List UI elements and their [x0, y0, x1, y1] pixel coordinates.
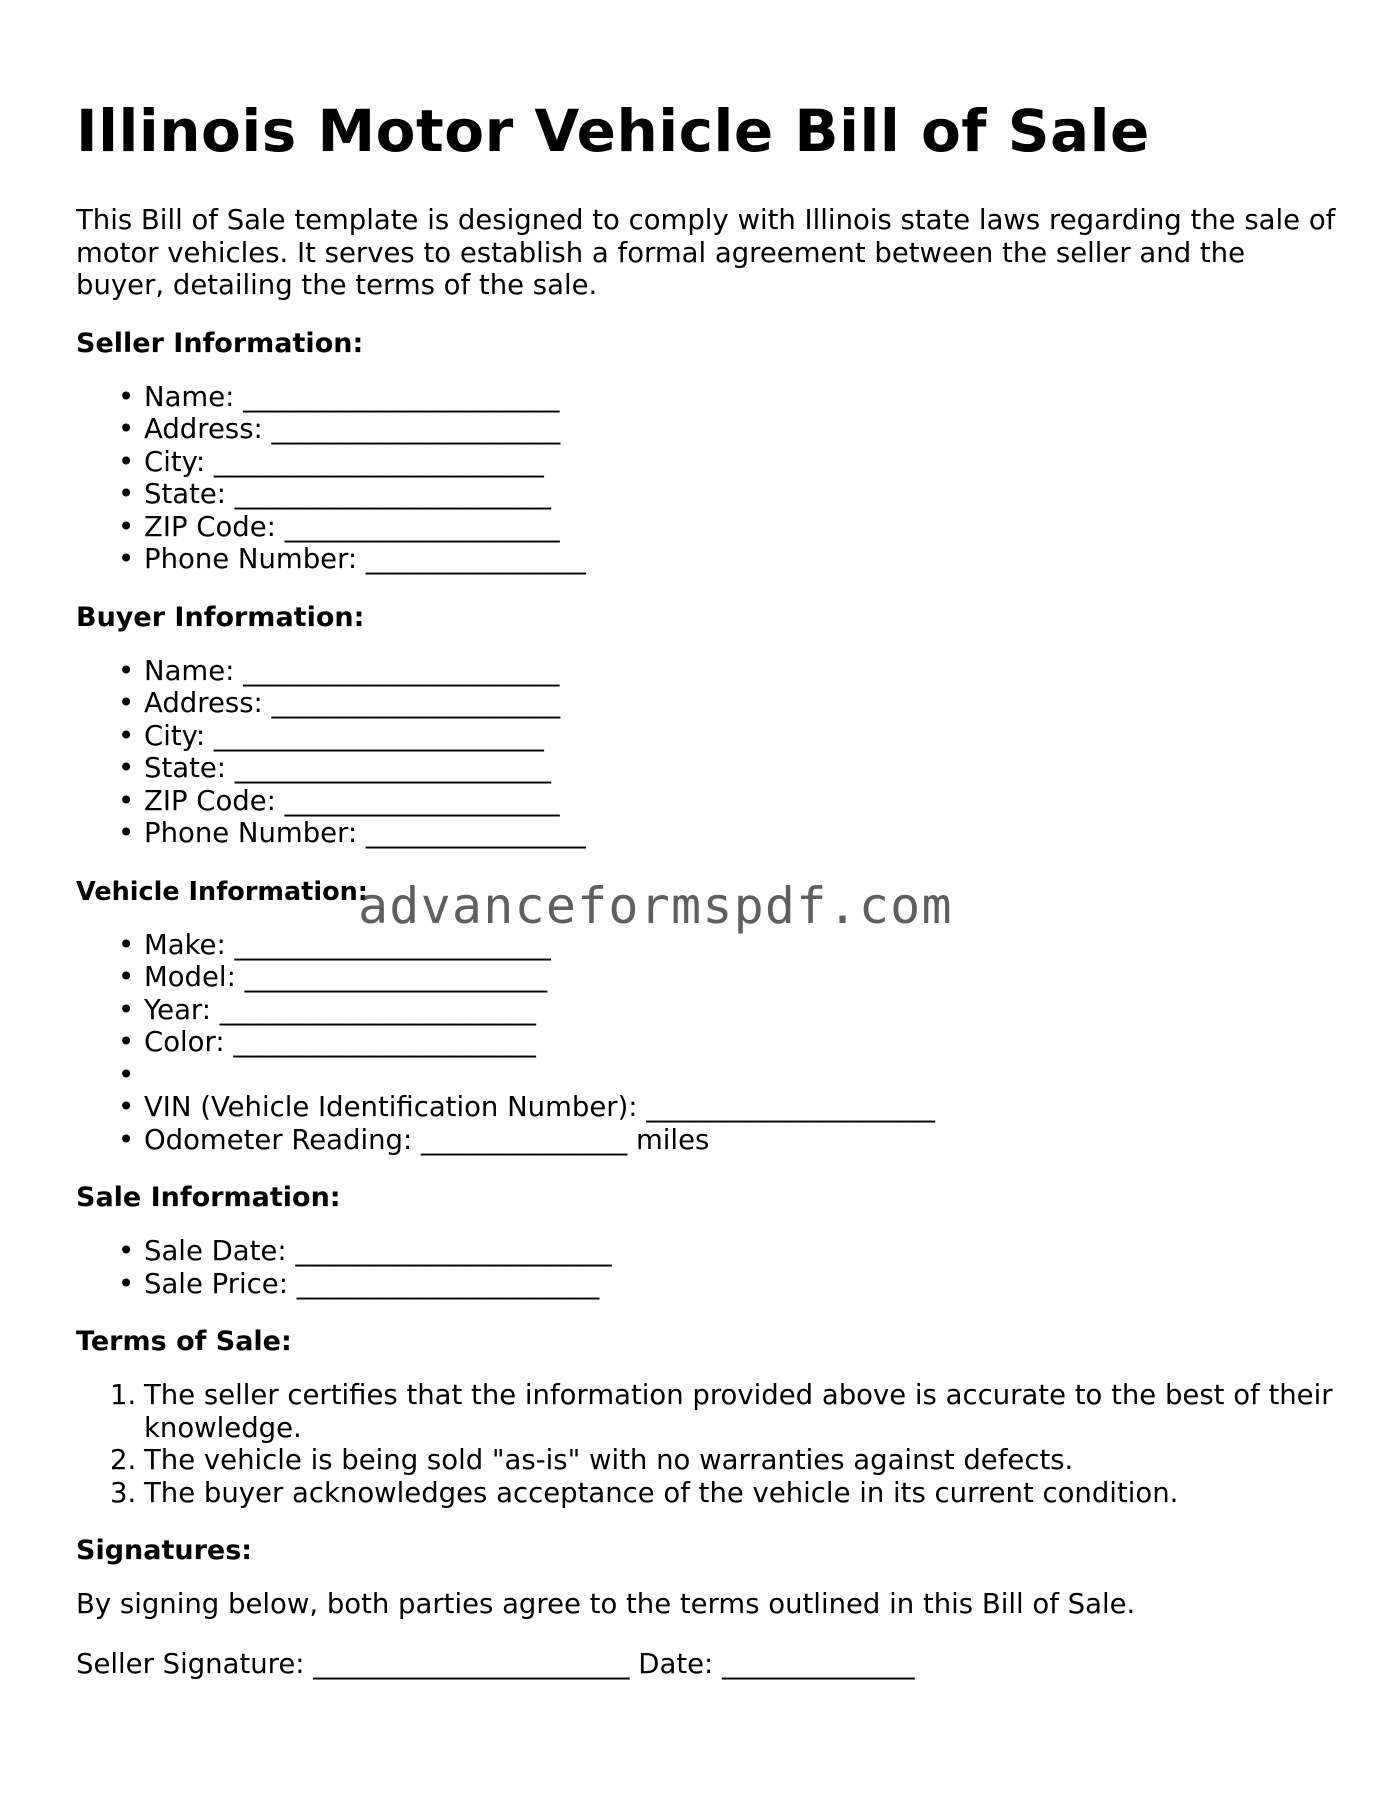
intro-paragraph: This Bill of Sale template is designed to comply with Illinois state laws regarding the sale of motor vehicles. It serves to establish a formal agreement between the seller and the buyer, detailing the terms of the sale.	[76, 204, 1336, 301]
list-item	[76, 752, 1336, 785]
terms-list	[76, 1379, 1336, 1509]
bullet-icon: •	[118, 687, 135, 719]
list-item	[76, 511, 1336, 544]
list-item	[76, 1444, 1334, 1477]
buyer-phone-field[interactable]: Phone Number: ________________	[144, 817, 586, 849]
list-item	[76, 1379, 1334, 1444]
list-item	[76, 1026, 1336, 1059]
list-number: 2.	[110, 1444, 137, 1476]
signatures-heading: Signatures:	[76, 1535, 253, 1566]
list-item	[76, 994, 1336, 1027]
bullet-icon: •	[118, 654, 135, 687]
bullet-icon: •	[118, 928, 135, 961]
bullet-icon: •	[118, 752, 135, 784]
list-item	[76, 1124, 1336, 1157]
vehicle-color-field[interactable]: Color: ______________________	[144, 1026, 536, 1058]
bill-of-sale-document	[76, 0, 1336, 1680]
list-number: 3.	[110, 1476, 137, 1509]
list-item	[76, 961, 1336, 994]
sale-price-field[interactable]: Sale Price: ______________________	[144, 1267, 600, 1300]
term-text: The vehicle is being sold "as-is" with no warranties against defects.	[144, 1444, 1074, 1476]
bullet-icon: •	[118, 445, 135, 478]
vehicle-year-field[interactable]: Year: _______________________	[144, 993, 536, 1026]
vehicle-odometer-field[interactable]: Odometer Reading: _______________ miles	[144, 1123, 710, 1156]
seller-city-field[interactable]: City: ________________________	[144, 445, 544, 478]
document-title: Illinois Motor Vehicle Bill of Sale	[76, 97, 1150, 165]
bullet-icon: •	[118, 478, 135, 510]
buyer-address-field[interactable]: Address: _____________________	[144, 687, 561, 719]
buyer-field-list	[76, 655, 1336, 850]
bullet-icon: •	[118, 510, 135, 543]
bullet-icon: •	[118, 817, 135, 849]
seller-zip-field[interactable]: ZIP Code: ____________________	[144, 510, 560, 543]
seller-name-field[interactable]: Name: _______________________	[144, 380, 560, 413]
vehicle-field-list	[76, 929, 1336, 1157]
seller-signature-line[interactable]: Seller Signature: _______________________ Date: ______________	[76, 1647, 915, 1680]
buyer-zip-field[interactable]: ZIP Code: ____________________	[144, 784, 560, 817]
bullet-icon: •	[118, 1091, 135, 1123]
list-item	[76, 478, 1336, 511]
list-item	[76, 1091, 1336, 1124]
bullet-icon: •	[118, 1267, 135, 1300]
bullet-icon: •	[118, 719, 135, 752]
buyer-name-field[interactable]: Name: _______________________	[144, 654, 560, 687]
bullet-icon: •	[118, 784, 135, 817]
buyer-city-field[interactable]: City: ________________________	[144, 719, 544, 752]
list-item	[76, 413, 1336, 446]
bullet-icon: •	[118, 1026, 135, 1058]
vehicle-vin-field[interactable]: VIN (Vehicle Identification Number): _____________________	[144, 1091, 936, 1123]
bullet-icon: •	[118, 413, 135, 445]
sale-date-field[interactable]: Sale Date: _______________________	[144, 1235, 612, 1267]
list-item	[76, 1268, 1336, 1301]
bullet-icon: •	[118, 1058, 135, 1091]
vehicle-heading: Vehicle Information:	[76, 876, 368, 907]
vehicle-make-field[interactable]: Make: _______________________	[144, 928, 551, 961]
term-text: The buyer acknowledges acceptance of the vehicle in its current condition.	[144, 1476, 1179, 1509]
list-item	[76, 1235, 1336, 1268]
seller-heading: Seller Information:	[76, 327, 364, 359]
term-text: The seller certifies that the information provided above is accurate to the best of their knowledge.	[144, 1379, 1333, 1444]
list-item	[76, 446, 1336, 479]
bullet-icon: •	[118, 380, 135, 413]
list-item	[76, 687, 1336, 720]
terms-heading: Terms of Sale:	[76, 1326, 292, 1357]
vehicle-model-field[interactable]: Model: ______________________	[144, 961, 548, 993]
bullet-icon: •	[118, 1235, 135, 1267]
bullet-icon: •	[118, 993, 135, 1026]
seller-address-field[interactable]: Address: _____________________	[144, 413, 561, 445]
list-item	[76, 817, 1336, 850]
list-item	[76, 381, 1336, 414]
signatures-statement: By signing below, both parties agree to the terms outlined in this Bill of Sale.	[76, 1588, 1136, 1620]
seller-field-list	[76, 381, 1336, 576]
bullet-icon: •	[118, 543, 135, 575]
list-item	[76, 655, 1336, 688]
list-item	[76, 1477, 1334, 1510]
seller-state-field[interactable]: State: _______________________	[144, 478, 552, 510]
list-item	[76, 720, 1336, 753]
list-item	[76, 1059, 1336, 1092]
list-item	[76, 785, 1336, 818]
buyer-heading: Buyer Information:	[76, 601, 365, 633]
list-number: 1.	[110, 1379, 137, 1411]
bullet-icon: •	[118, 961, 135, 993]
seller-phone-field[interactable]: Phone Number: ________________	[144, 543, 586, 575]
watermark: advanceformspdf.com	[358, 877, 953, 935]
sale-field-list	[76, 1235, 1336, 1300]
sale-heading: Sale Information:	[76, 1182, 341, 1213]
list-item	[76, 543, 1336, 576]
bullet-icon: •	[118, 1123, 135, 1156]
buyer-state-field[interactable]: State: _______________________	[144, 752, 552, 784]
